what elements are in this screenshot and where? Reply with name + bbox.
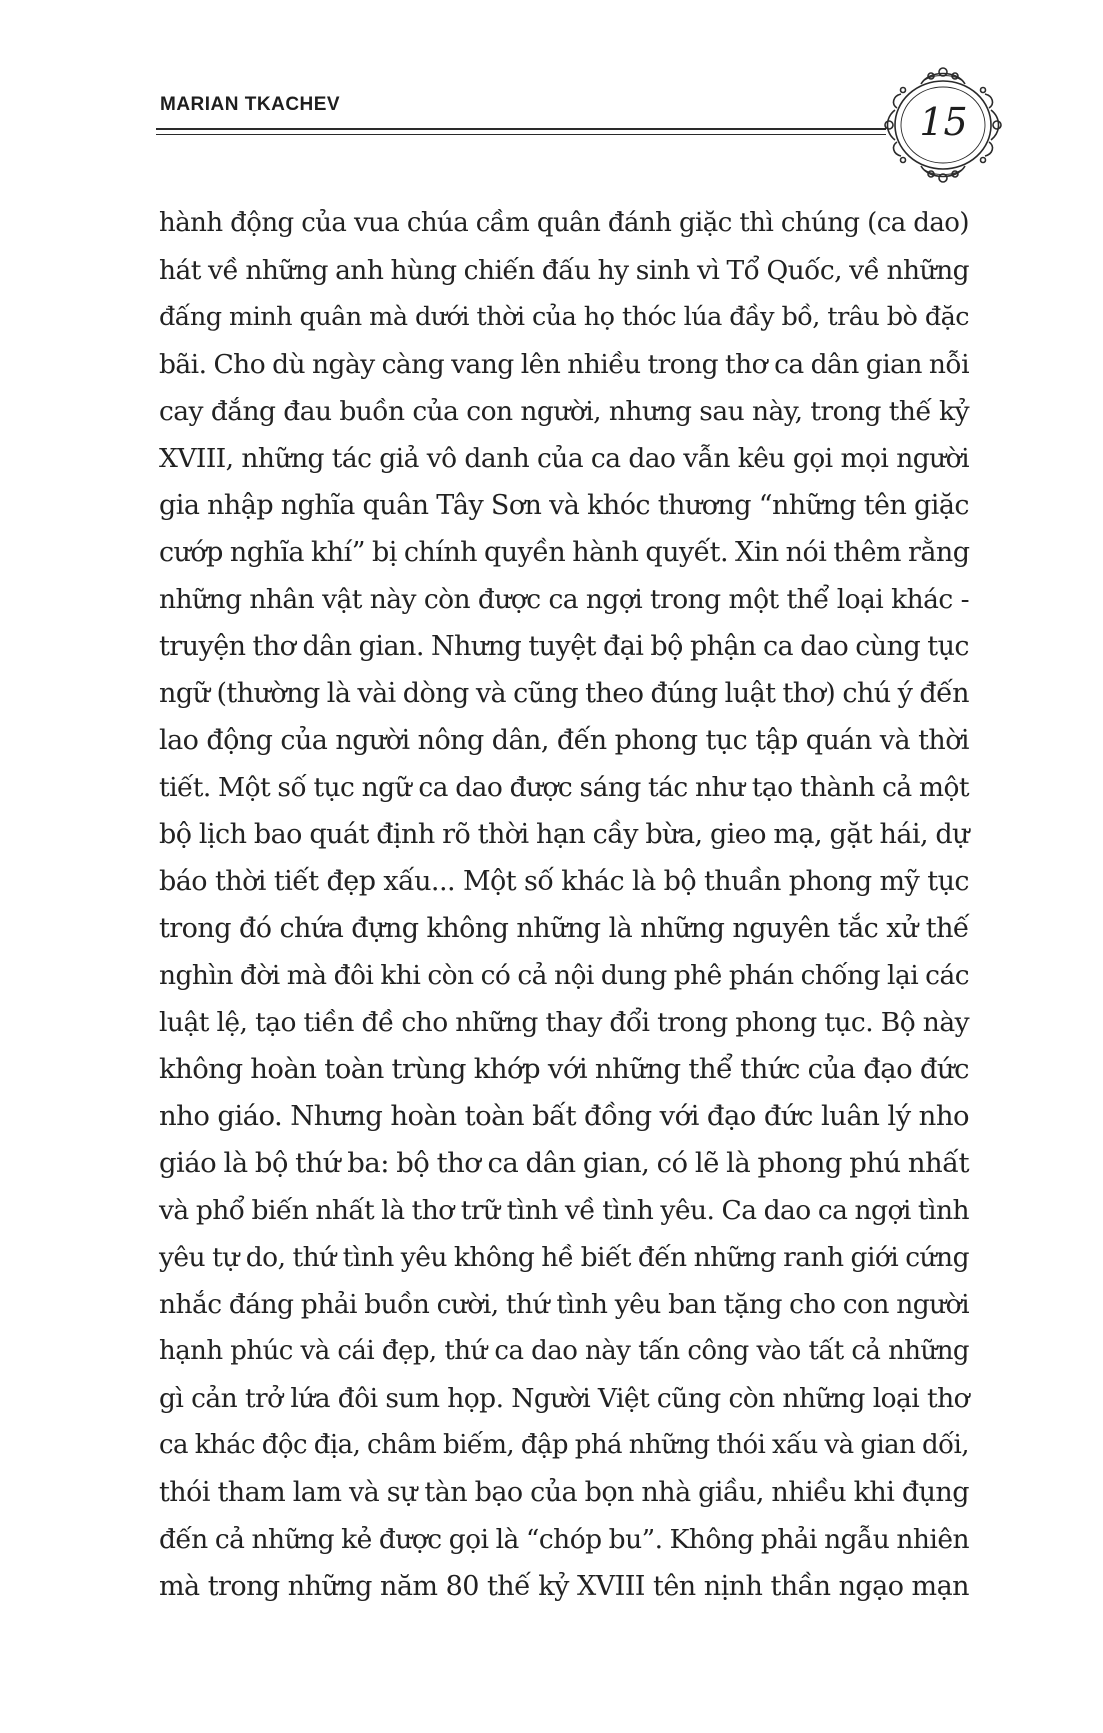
text-line: yêu tự do, thứ tình yêu không hề biết đến những ranh giới cứng (159, 1242, 969, 1273)
text-line: thói tham lam và sự tàn bạo của bọn nhà giầu, nhiều khi đụng (159, 1477, 969, 1508)
text-line: gia nhập nghĩa quân Tây Sơn và khóc thương “những tên giặc (159, 490, 969, 521)
text-line: không hoàn toàn trùng khớp với những thể thức của đạo đức (159, 1053, 969, 1085)
header-rule-thin (156, 134, 886, 135)
page-header (156, 60, 986, 190)
text-line: ca khác độc địa, châm biếm, đập phá những thói xấu và gian dối, (159, 1430, 969, 1460)
text-line: hạnh phúc và cái đẹp, thứ ca dao này tấn công vào tất cả những (159, 1336, 969, 1366)
text-line: truyện thơ dân gian. Nhưng tuyệt đại bộ phận ca dao cùng tục (159, 631, 969, 662)
text-line: bãi. Cho dù ngày càng vang lên nhiều trong thơ ca dân gian nỗi (159, 349, 969, 380)
running-head-author: MARIAN TKACHEV (160, 94, 341, 115)
text-line: lao động của người nông dân, đến phong tục tập quán và thời (159, 725, 969, 756)
text-line: nhắc đáng phải buồn cười, thứ tình yêu ban tặng cho con người (159, 1289, 969, 1320)
text-line: tiết. Một số tục ngữ ca dao được sáng tác như tạo thành cả một (159, 772, 969, 803)
text-line: cướp nghĩa khí” bị chính quyền hành quyết. Xin nói thêm rằng (159, 537, 970, 568)
body-text (159, 200, 969, 1610)
header-rule-thick (156, 128, 886, 130)
text-line: ngữ (thường là vài dòng và cũng theo đúng luật thơ) chú ý đến (159, 678, 969, 709)
text-line: đến cả những kẻ được gọi là “chóp bu”. Không phải ngẫu nhiên (159, 1524, 969, 1555)
page-number: 15 (919, 100, 968, 144)
text-line: luật lệ, tạo tiền đề cho những thay đổi trong phong tục. Bộ này (159, 1007, 969, 1038)
text-line: đấng minh quân mà dưới thời của họ thóc lúa đầy bồ, trâu bò đặc (159, 302, 969, 332)
text-line: và phổ biến nhất là thơ trữ tình về tình yêu. Ca dao ca ngợi tình (159, 1195, 969, 1226)
text-line: hành động của vua chúa cầm quân đánh giặc thì chúng (ca dao) (159, 208, 969, 238)
text-line: XVIII, những tác giả vô danh của ca dao vẫn kêu gọi mọi người (159, 443, 969, 474)
text-line: cay đắng đau buồn của con người, nhưng sau này, trong thế kỷ (159, 396, 969, 427)
text-line: mà trong những năm 80 thế kỷ XVIII tên nịnh thần ngạo mạn (159, 1571, 969, 1602)
text-line: nghìn đời mà đôi khi còn có cả nội dung phê phán chống lại các (159, 960, 969, 991)
text-line: những nhân vật này còn được ca ngợi trong một thể loại khác - (159, 584, 969, 615)
text-line: báo thời tiết đẹp xấu... Một số khác là bộ thuần phong mỹ tục (159, 866, 969, 897)
text-line: trong đó chứa đựng không những là những nguyên tắc xử thế (159, 913, 969, 944)
text-line: gì cản trở lứa đôi sum họp. Người Việt cũng còn những loại thơ (159, 1383, 969, 1414)
text-line: giáo là bộ thứ ba: bộ thơ ca dân gian, có lẽ là phong phú nhất (159, 1147, 969, 1179)
text-line: nho giáo. Nhưng hoàn toàn bất đồng với đạo đức luân lý nho (159, 1100, 969, 1132)
text-line: bộ lịch bao quát định rõ thời hạn cầy bừa, gieo mạ, gặt hái, dự (159, 819, 969, 850)
text-line: hát về những anh hùng chiến đấu hy sinh vì Tổ Quốc, về những (159, 255, 969, 286)
